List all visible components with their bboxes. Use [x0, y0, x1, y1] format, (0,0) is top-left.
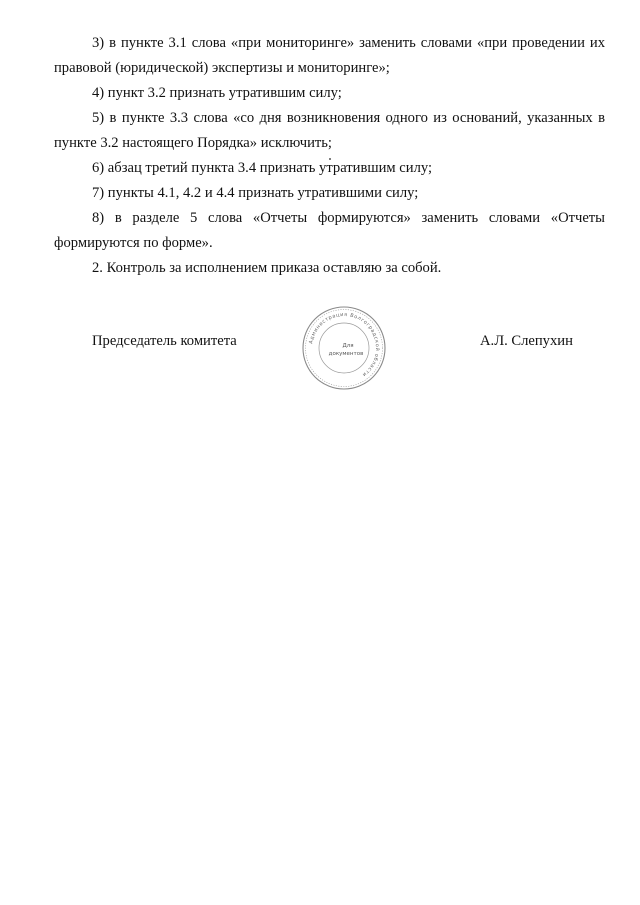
- paragraph-item-3: 3) в пункте 3.1 слова «при мониторинге» заменить словами «при проведении их правовой (юридической) экспертизы и мониторинге»;: [54, 35, 605, 76]
- seal-ring-text: Администрация Волгоградской области: [308, 311, 381, 378]
- paragraph-item-8: 8) в разделе 5 слова «Отчеты формируются» заменить словами «Отчеты формируются по форме».: [54, 210, 605, 251]
- paragraph-item-7: 7) пункты 4.1, 4.2 и 4.4 признать утратившими силу;: [92, 185, 419, 201]
- signatory-role: Председатель комитета: [92, 333, 237, 349]
- official-seal-icon: [301, 305, 387, 391]
- seal-center-line-2: документов: [328, 351, 364, 357]
- document-body: [54, 31, 605, 281]
- paragraph-item-5: 5) в пункте 3.3 слова «со дня возникновения одного из оснований, указанных в пункте 3.2 настоящего Порядка» исключить;: [54, 110, 605, 151]
- paragraph-item-6: 6) абзац третий пункта 3.4 признать утратившим силу;: [92, 160, 433, 176]
- signatory-name: А.Л. Слепухин: [480, 333, 573, 349]
- paragraph-item-4: 4) пункт 3.2 признать утратившим силу;: [92, 85, 342, 101]
- scan-speck: [329, 158, 331, 160]
- seal-center-line-1: Для: [342, 343, 354, 349]
- paragraph-control: 2. Контроль за исполнением приказа оставляю за собой.: [92, 260, 442, 276]
